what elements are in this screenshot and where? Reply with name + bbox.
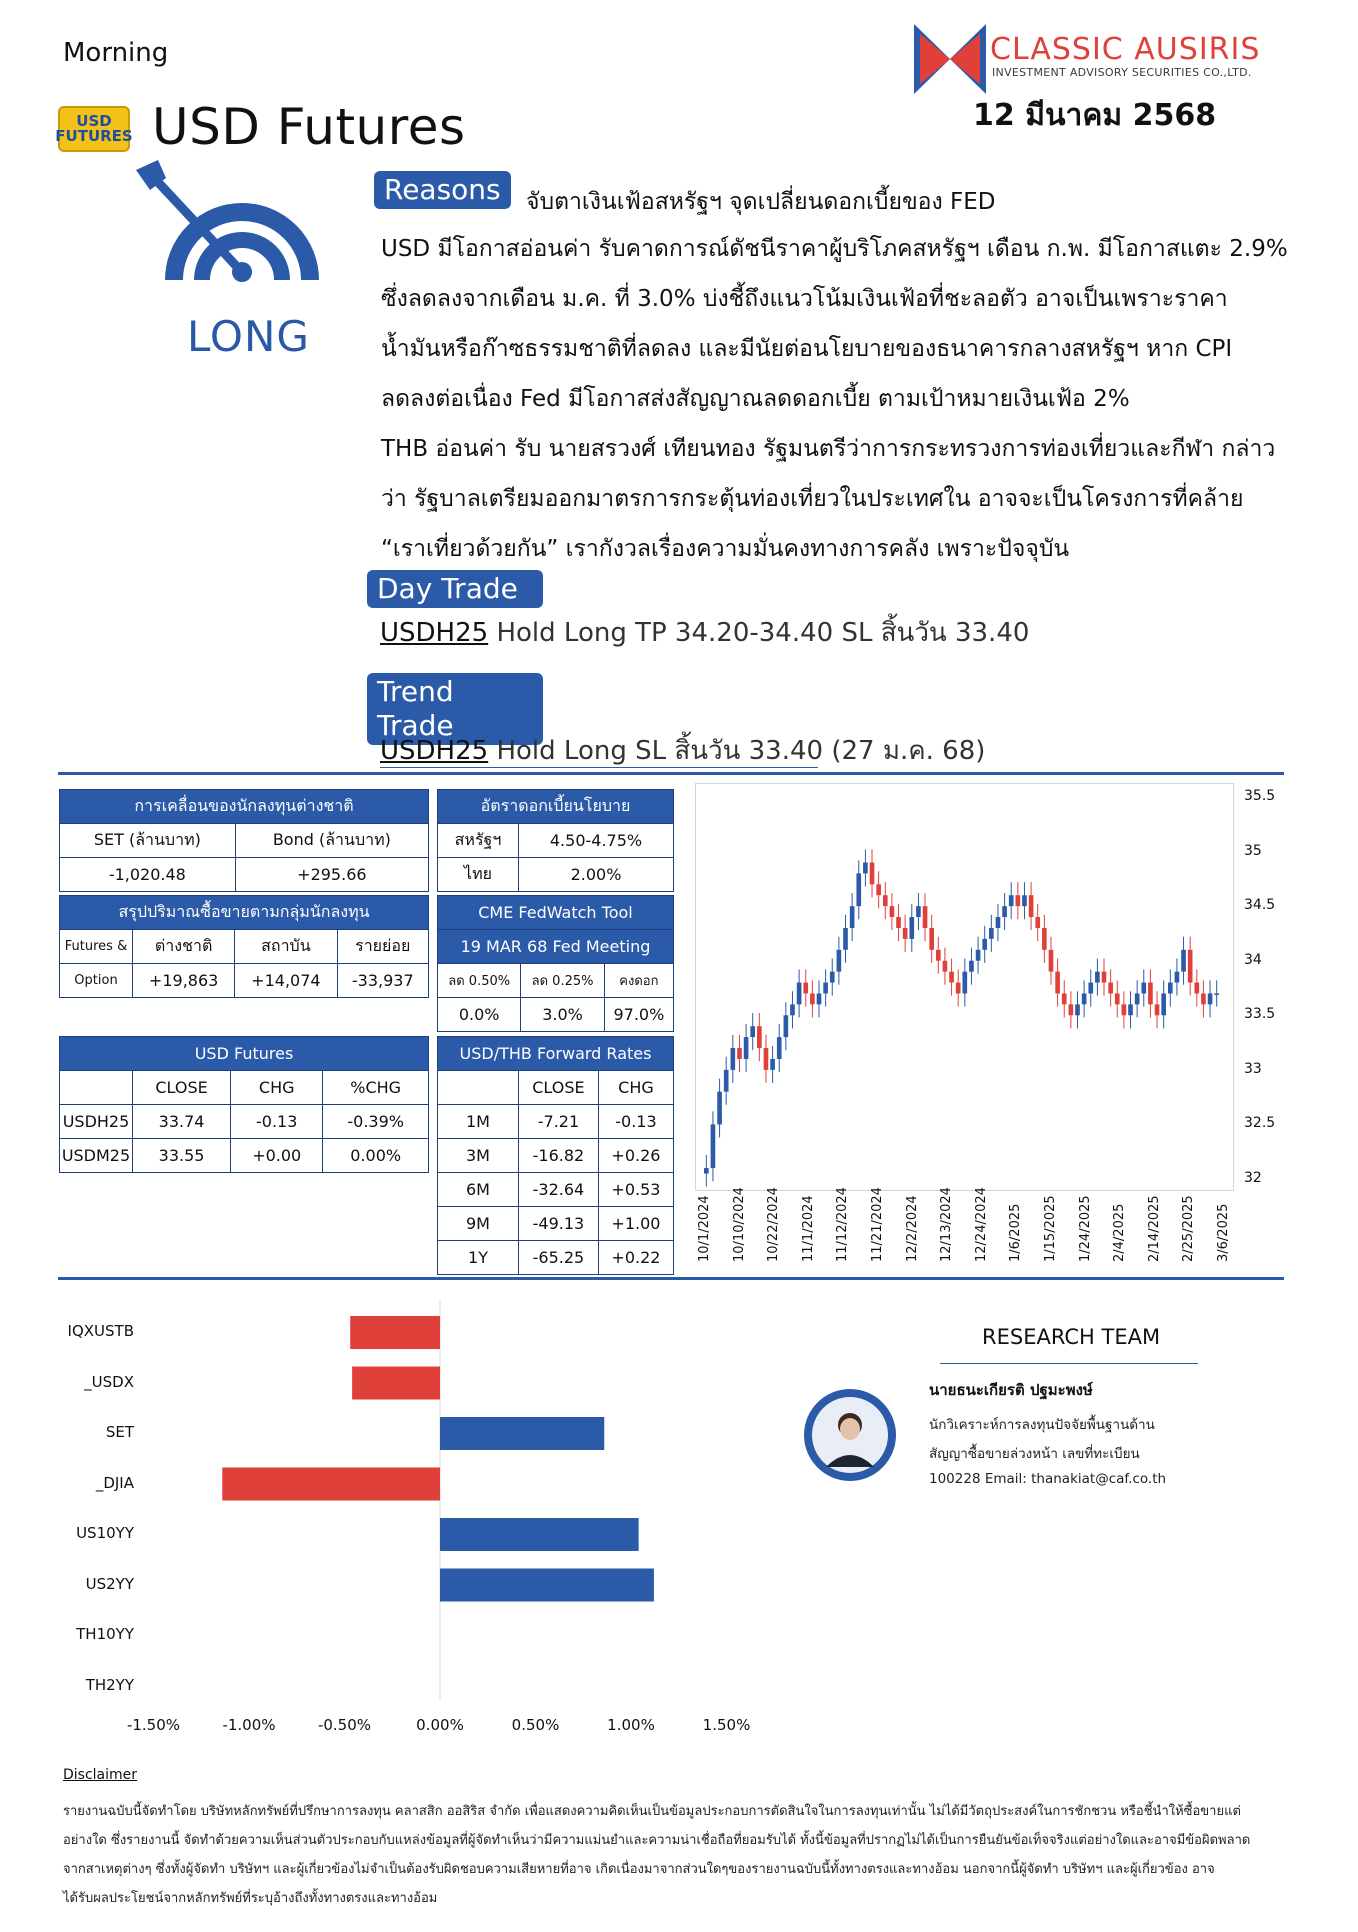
candle-body [770, 1059, 775, 1070]
bar [352, 1367, 440, 1400]
y-tick-label: 32 [1244, 1170, 1262, 1186]
disclaimer-title: Disclaimer [63, 1767, 138, 1783]
candle-body [943, 961, 948, 972]
table-title: USD Futures [60, 1037, 429, 1071]
candle-body [830, 972, 835, 983]
candle-body [764, 1048, 769, 1070]
candle-body [989, 928, 994, 939]
x-tick-label: 12/13/2024 [939, 1187, 955, 1262]
table-cell: -0.13 [231, 1105, 323, 1139]
bar [440, 1518, 639, 1551]
candle-body [976, 950, 981, 961]
x-tick-label: 10/10/2024 [731, 1187, 747, 1262]
bar-x-tick-label: 1.00% [607, 1716, 655, 1734]
table-cell: +295.66 [235, 858, 428, 892]
day-trade-pill: Day Trade [367, 570, 543, 608]
reasons-line: ว่า รัฐบาลเตรียมออกมาตรการกระตุ้นท่องเที่ยวในประเทศใน อาจจะเป็นโครงการที่คล้าย [381, 486, 1244, 512]
candle-body [1075, 1004, 1080, 1015]
analyst-role: สัญญาซื้อขายล่วงหน้า เลขที่ทะเบียน [929, 1446, 1140, 1462]
candle-body [1201, 993, 1206, 1004]
x-tick-label: 2/25/2025 [1181, 1195, 1197, 1262]
reasons-line: “เราเที่ยวด้วยกัน” เรากังวลเรื่องความมั่นคงทางการคลัง เพราะปัจจุบัน [381, 536, 1070, 562]
analyst-role: นักวิเคราะห์การลงทุนปัจจัยพื้นฐานด้าน [929, 1417, 1155, 1433]
reasons-line: USD มีโอกาสอ่อนค่า รับคาดการณ์ดัชนีราคาผู้บริโภคสหรัฐฯ เดือน ก.พ. มีโอกาสแตะ 2.9% [381, 236, 1288, 262]
table-cell: 1Y [438, 1241, 519, 1275]
candle-body [724, 1070, 729, 1092]
x-tick-label: 11/21/2024 [870, 1187, 885, 1262]
table-cell: USDM25 [60, 1139, 133, 1173]
candle-body [1022, 895, 1027, 906]
candle-body [744, 1037, 749, 1059]
table-cell: 9M [438, 1207, 519, 1241]
candle-body [790, 1004, 795, 1015]
table-header: ต่างชาติ [133, 930, 235, 964]
analyst-name: นายธนะเกียรติ ปฐมะพงษ์ [929, 1381, 1093, 1399]
candle-body [1194, 983, 1199, 994]
candle-body [777, 1037, 782, 1059]
candle-body [1115, 993, 1120, 1004]
candle-body [1016, 895, 1021, 906]
bar-category-label: US10YY [76, 1524, 134, 1542]
bar-x-tick-label: 1.50% [702, 1716, 751, 1734]
y-tick-label: 34 [1244, 951, 1262, 968]
reasons-pill: Reasons [374, 171, 511, 209]
candle-body [982, 939, 987, 950]
bar-x-tick-label: -1.00% [222, 1716, 276, 1734]
section-divider [58, 772, 1284, 775]
candle-body [870, 862, 875, 884]
table-title: การเคลื่อนของนักลงทุนต่างชาติ [60, 790, 429, 824]
table-title: อัตราดอกเบี้ยนโยบาย [438, 790, 674, 824]
table-header: Bond (ล้านบาท) [235, 824, 428, 858]
table-header: ลด 0.25% [521, 964, 604, 998]
candle-body [1095, 972, 1100, 983]
x-tick-label: 12/24/2024 [973, 1187, 989, 1262]
bar-x-tick-label: -0.50% [317, 1716, 372, 1734]
table-header: CHG [598, 1071, 673, 1105]
bar-category-label: TH2YY [85, 1675, 134, 1694]
candle-body [896, 917, 901, 928]
x-tick-label: 1/6/2025 [1008, 1203, 1024, 1262]
x-tick-label: 11/12/2024 [835, 1187, 851, 1262]
candle-body [1035, 917, 1040, 928]
table-cell: 33.74 [133, 1105, 231, 1139]
candle-body [936, 950, 941, 961]
investor-groups-table [59, 895, 429, 998]
y-tick-label: 35.5 [1244, 788, 1276, 804]
candle-body [803, 983, 808, 994]
candle-body [823, 983, 828, 994]
table-cell: -0.39% [323, 1105, 429, 1139]
table-cell: 33.55 [133, 1139, 231, 1173]
candle-body [704, 1168, 709, 1173]
table-cell: +0.00 [231, 1139, 323, 1173]
x-tick-label: 1/15/2025 [1043, 1195, 1058, 1262]
y-tick-label: 34.5 [1244, 897, 1276, 914]
day-trade-text: Hold Long TP 34.20-34.40 SL สิ้นวัน 33.40 [488, 618, 1030, 648]
candle-body [903, 928, 908, 939]
session-label: Morning [63, 38, 169, 68]
candle-body [1128, 1004, 1133, 1015]
candle-body [1049, 950, 1054, 972]
company-name: CLASSIC AUSIRIS [990, 32, 1261, 67]
candle-body [863, 862, 868, 873]
table-header: %CHG [323, 1071, 429, 1105]
bar-category-label: IQXUSTB [67, 1322, 134, 1340]
table-cell: 3M [438, 1139, 519, 1173]
candle-body [1168, 983, 1173, 994]
candle-body [1108, 983, 1113, 994]
candle-body [1009, 895, 1014, 906]
table-cell: +19,863 [133, 964, 235, 998]
candle-body [956, 983, 961, 994]
candle-body [949, 972, 954, 983]
table-row-label: Futures & [60, 930, 133, 964]
table-cell: -16.82 [519, 1139, 599, 1173]
trend-trade-contract: USDH25 [380, 736, 489, 766]
y-tick-label: 32.5 [1244, 1115, 1276, 1132]
report-date: 12 มีนาคม 2568 [973, 98, 1217, 133]
x-tick-label: 3/6/2025 [1216, 1203, 1231, 1262]
bar-x-tick-label: 0.00% [416, 1716, 464, 1734]
target-arrow-icon [136, 160, 322, 320]
table-cell: 97.0% [604, 998, 673, 1032]
candle-body [1188, 950, 1193, 983]
y-tick-label: 33.5 [1244, 1006, 1276, 1023]
trend-trade-text: Hold Long SL สิ้นวัน 33.40 (27 ม.ค. 68) [488, 736, 986, 766]
table-header: รายย่อย [337, 930, 429, 964]
bar-category-label: _DJIA [95, 1473, 134, 1492]
table-title: สรุปปริมาณซื้อขายตามกลุ่มนักลงทุน [60, 896, 429, 930]
candle-body [843, 928, 848, 950]
candle-body [731, 1048, 736, 1070]
company-subtitle: INVESTMENT ADVISORY SECURITIES CO.,LTD. [992, 66, 1252, 79]
table-cell: +0.26 [598, 1139, 673, 1173]
table-cell: -32.64 [519, 1173, 599, 1207]
reasons-line: น้ำมันหรือก๊าซธรรมชาติที่ลดลง และมีนัยต่อนโยบายของธนาคารกลางสหรัฐฯ หาก CPI [381, 336, 1233, 362]
forward-rates-table [437, 1036, 674, 1275]
x-tick-label: 10/1/2024 [697, 1195, 712, 1262]
reasons-line: ลดลงต่อเนื่อง Fed มีโอกาสส่งสัญญาณลดดอกเบี้ย ตามเป้าหมายเงินเฟ้อ 2% [381, 386, 1130, 412]
table-cell: +0.53 [598, 1173, 673, 1207]
table-cell: 3.0% [521, 998, 604, 1032]
table-cell: -49.13 [519, 1207, 599, 1241]
candle-body [996, 917, 1001, 928]
candle-body [1181, 950, 1186, 972]
research-underline [940, 1363, 1198, 1364]
reasons-body [381, 224, 1288, 574]
candle-body [797, 983, 802, 1005]
candle-body [1029, 895, 1034, 917]
table-cell: 0.0% [438, 998, 521, 1032]
reasons-line: ซึ่งลดลงจากเดือน ม.ค. ที่ 3.0% บ่งชี้ถึงแนวโน้มเงินเฟ้อที่ชะลอตัว อาจเป็นเพราะราคา [381, 286, 1228, 312]
fedwatch-meeting: 19 MAR 68 Fed Meeting [438, 930, 674, 964]
candle-body [856, 873, 861, 906]
candle-body [810, 993, 815, 1004]
usd-futures-table [59, 1036, 429, 1173]
bar-x-tick-label: 0.50% [511, 1716, 560, 1734]
candle-body [929, 928, 934, 950]
candle-body [883, 895, 888, 906]
candle-body [876, 884, 881, 895]
table-cell: USDH25 [60, 1105, 133, 1139]
candle-body [1175, 972, 1180, 983]
reasons-line: THB อ่อนค่า รับ นายสรวงศ์ เทียนทอง รัฐมนตรีว่าการกระทรวงการท่องเที่ยวและกีฬา กล่าว [381, 436, 1276, 462]
candle-body [737, 1048, 742, 1059]
y-tick-label: 33 [1244, 1060, 1262, 1077]
disclaimer-line: ได้รับผลประโยชน์จากหลักทรัพย์ที่ระบุอ้างถึงทั้งทางตรงและทางอ้อม [63, 1891, 438, 1906]
table-header: สถาบัน [235, 930, 337, 964]
bar-category-label: SET [105, 1423, 134, 1441]
candle-body [916, 906, 921, 917]
x-tick-label: 1/24/2025 [1077, 1195, 1093, 1262]
table-cell: 2.00% [519, 858, 674, 892]
table-cell: -33,937 [337, 964, 429, 998]
table-cell: -1,020.48 [60, 858, 236, 892]
candle-body [1002, 906, 1007, 917]
table-header: ลด 0.50% [438, 964, 521, 998]
bar [440, 1569, 654, 1602]
x-tick-label: 2/14/2025 [1146, 1195, 1162, 1262]
table-header: CLOSE [133, 1071, 231, 1105]
bar-category-label: US2YY [85, 1574, 134, 1593]
disclaimer-line: รายงานฉบับนี้จัดทำโดย บริษัทหลักทรัพย์ที่ปรึกษาการลงทุน คลาสสิก ออสิริส จำกัด เพื่อแสดงความคิดเห็นเป็นข้อมูลประกอบการตัดสินใจในการลงทุนเท่านั้น ไม่ได้มีวัตถุประสงค์ในการชักชวน หรือชี้นำให้ซื้อขายแต่ [63, 1804, 1241, 1819]
candle-body [717, 1092, 722, 1125]
candle-body [1055, 972, 1060, 994]
page-title: USD Futures [152, 98, 466, 156]
table-cell: 4.50-4.75% [519, 824, 674, 858]
table-header: CLOSE [519, 1071, 599, 1105]
table-cell: -7.21 [519, 1105, 599, 1139]
candle-body [1069, 1004, 1074, 1015]
candle-body [1062, 993, 1067, 1004]
table-title: USD/THB Forward Rates [438, 1037, 674, 1071]
policy-rate-table [437, 789, 674, 892]
table-header: คงดอก [604, 964, 673, 998]
candle-body [784, 1015, 789, 1037]
candle-body [1102, 972, 1107, 983]
table-cell: ไทย [438, 858, 519, 892]
analyst-avatar [802, 1387, 898, 1483]
candle-body [1208, 993, 1213, 1004]
company-logo-icon [914, 24, 986, 94]
day-trade-line [380, 612, 1029, 653]
candle-body [837, 950, 842, 972]
x-tick-label: 12/2/2024 [904, 1195, 920, 1262]
candle-body [1148, 983, 1153, 1005]
disclaimer-line: จากสาเหตุต่างๆ ซึ่งทั้งผู้จัดทำ บริษัทฯ และผู้เกี่ยวข้องไม่จำเป็นต้องรับผิดชอบความเสียหายที่อาจ เกิดเนื่องมาจากส่วนใดๆของรายงานฉบับนี้ทั้งทางตรงและทางอ้อม นอกจากนี้ผู้จัดทำ บริษัทฯ และผู้เกี่ยวข้อง อาจ [63, 1862, 1215, 1877]
candle-body [909, 917, 914, 939]
x-tick-label: 10/22/2024 [766, 1187, 782, 1262]
table-header: SET (ล้านบาท) [60, 824, 236, 858]
table-cell: +1.00 [598, 1207, 673, 1241]
trend-underline [380, 767, 818, 768]
y-tick-label: 35 [1244, 842, 1262, 859]
candle-body [1155, 1004, 1160, 1015]
disclaimer-line: อย่างใด ซึ่งรายงานนี้ จัดทำด้วยความเห็นส่วนตัวประกอบกับแหล่งข้อมูลที่ผู้จัดทำเห็นว่ามีความแม่นยำและความน่าเชื่อถือที่ยอมรับได้ ทั้งนี้ข้อมูลที่ปรากฏไม่ได้เป็นการยืนยันข้อเท็จจริงแต่อย่างใดและอาจมีข้อผิดพลาด [63, 1833, 1251, 1848]
usd-futures-badge-icon: USD FUTURES [58, 106, 130, 152]
bar [350, 1316, 440, 1349]
candle-body [1141, 983, 1146, 994]
table-cell: สหรัฐฯ [438, 824, 519, 858]
table-cell: -65.25 [519, 1241, 599, 1275]
candle-body [1214, 993, 1219, 995]
candle-body [1135, 993, 1140, 1004]
signal-label: LONG [187, 312, 310, 361]
fedwatch-table [437, 895, 674, 1032]
bar [222, 1468, 440, 1501]
bar-x-tick-label: -1.50% [126, 1716, 181, 1734]
table-cell: -0.13 [598, 1105, 673, 1139]
candle-body [969, 961, 974, 972]
candle-body [962, 972, 967, 994]
x-tick-label: 2/4/2025 [1112, 1203, 1128, 1262]
candle-body [711, 1124, 716, 1168]
table-title: CME FedWatch Tool [438, 896, 674, 930]
candle-body [923, 906, 928, 928]
table-cell: 6M [438, 1173, 519, 1207]
research-team-title: RESEARCH TEAM [982, 1325, 1161, 1349]
candle-body [1082, 993, 1087, 1004]
day-trade-contract: USDH25 [380, 618, 489, 648]
candle-body [890, 906, 895, 917]
trend-trade-pill: Trend Trade [367, 673, 543, 745]
foreign-flow-table [59, 789, 429, 892]
bar-chart [140, 1300, 770, 1700]
candle-body [750, 1026, 755, 1037]
table-cell: 0.00% [323, 1139, 429, 1173]
candlestick-chart [695, 783, 1232, 1189]
table-row-label: Option [60, 964, 133, 998]
bar-category-label: _USDX [84, 1372, 134, 1391]
bar [440, 1417, 604, 1450]
table-cell: 1M [438, 1105, 519, 1139]
table-header: CHG [231, 1071, 323, 1105]
x-tick-label: 11/1/2024 [800, 1195, 816, 1262]
section-divider [58, 1277, 1284, 1280]
candle-body [1042, 928, 1047, 950]
reasons-headline: จับตาเงินเฟ้อสหรัฐฯ จุดเปลี่ยนดอกเบี้ยของ FED [526, 189, 996, 215]
candle-body [850, 906, 855, 928]
candle-body [1161, 993, 1166, 1015]
candle-body [1122, 1004, 1127, 1015]
table-cell: +14,074 [235, 964, 337, 998]
analyst-contact: 100228 Email: thanakiat@caf.co.th [929, 1471, 1167, 1487]
candle-body [757, 1026, 762, 1048]
bar-category-label: TH10YY [76, 1625, 134, 1643]
table-cell: +0.22 [598, 1241, 673, 1275]
trend-trade-line [380, 730, 985, 771]
candle-body [1088, 983, 1093, 994]
candle-body [817, 993, 822, 1004]
